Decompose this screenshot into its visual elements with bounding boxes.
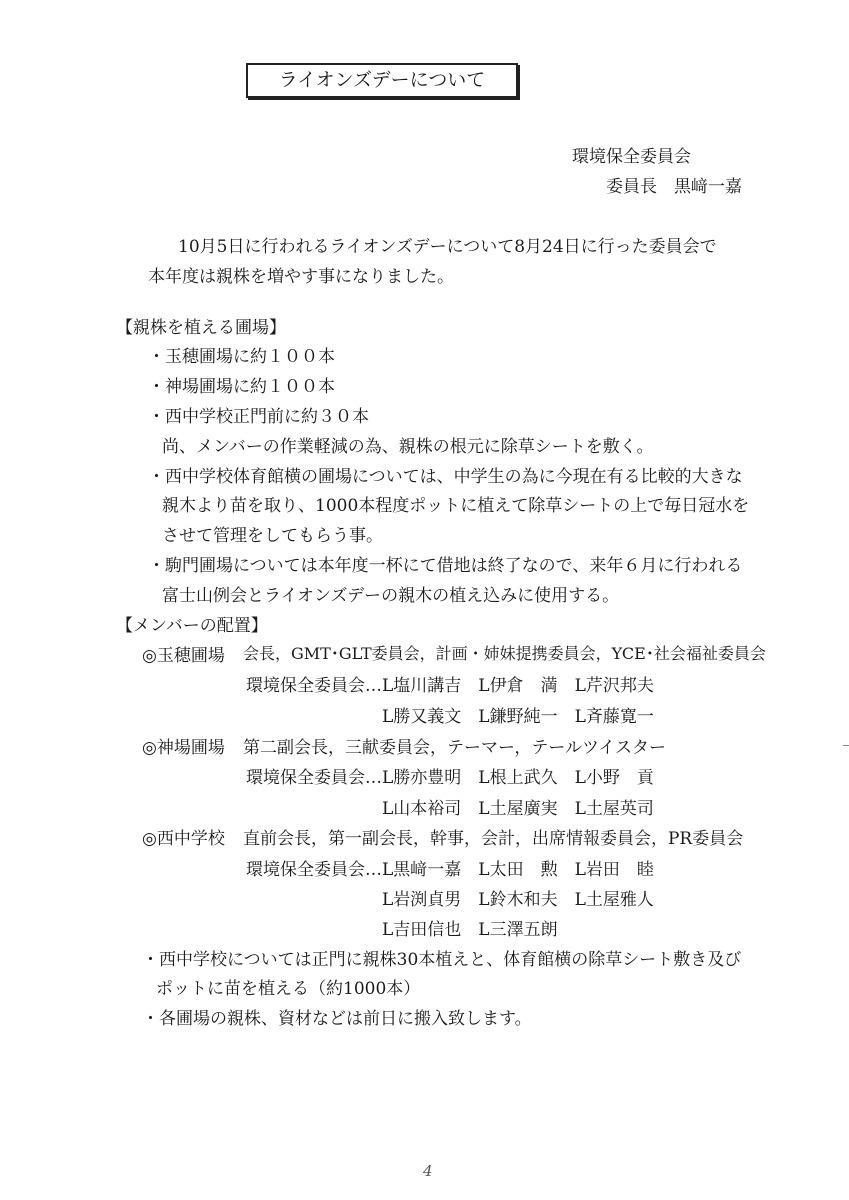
nishi-label: ◎西中学校 (142, 829, 225, 849)
jinba-members-1: 環境保全委員会…L勝亦豊明 L根上武久 L小野 貢 (246, 768, 654, 788)
note-line-3: ・各圃場の親株、資材などは前日に搬入致します。 (142, 1009, 532, 1029)
sender-committee: 環境保全委員会 (572, 147, 691, 167)
nishi-members-3: L吉田信也 L三澤五朗 (382, 920, 558, 940)
tamaho-roles: 会長，GMT･GLT委員会，計画・姉妹提携委員会，YCE･社会福祉委員会 (243, 644, 766, 663)
nishi-roles: 直前会長，第一副会長，幹事，会計，出席情報委員会，PR委員会 (243, 829, 744, 849)
tamaho-members-2: L勝又義文 L鎌野純一 L斉藤寛一 (382, 707, 654, 727)
intro-line-1: 10月5日に行われるライオンズデーについて8月24日に行った委員会で (178, 237, 717, 257)
section-heading-members: 【メンバーの配置】 (116, 616, 268, 636)
field-item-jinba: ・神場圃場に約１００本 (148, 377, 335, 397)
page-number: 4 (423, 1162, 433, 1180)
note-line-2: ポットに苗を植える（約1000本） (156, 979, 421, 999)
document-title: ライオンズデーについて (246, 63, 518, 98)
tamaho-members-1: 環境保全委員会…L塩川講吉 L伊倉 満 L芹沢邦夫 (246, 676, 654, 696)
jinba-label: ◎神場圃場 (142, 738, 225, 758)
scan-edge-mark (843, 745, 849, 746)
field-item-gym-3: させて管理をしてもらう事。 (162, 526, 383, 546)
jinba-members-2: L山本裕司 L土屋廣実 L土屋英司 (382, 799, 654, 819)
tamaho-label: ◎玉穂圃場 (142, 646, 225, 666)
field-item-gym-2: 親木より苗を取り、1000本程度ポットに植えて除草シートの上で毎日冠水を (162, 496, 750, 516)
field-item-komakado-1: ・駒門圃場については本年度一杯にて借地は終了なので、来年６月に行われる (148, 556, 743, 576)
section-heading-fields: 【親株を植える圃場】 (116, 318, 286, 338)
note-line-1: ・西中学校については正門に親株30本植えと、体育館横の除草シート敷き及び (142, 950, 742, 970)
nishi-members-1: 環境保全委員会…L黒﨑一嘉 L太田 勲 L岩田 睦 (246, 860, 654, 880)
intro-line-2: 本年度は親株を増やす事になりました。 (148, 267, 454, 287)
jinba-roles: 第二副会長，三献委員会，テーマー，テールツイスター (243, 738, 666, 758)
field-item-komakado-2: 富士山例会とライオンズデーの親木の植え込みに使用する。 (162, 586, 620, 606)
field-item-note: 尚、メンバーの作業軽減の為、親株の根元に除草シートを敷く。 (162, 437, 654, 457)
nishi-members-2: L岩渕貞男 L鈴木和夫 L土屋雅人 (382, 890, 654, 910)
field-item-gym-1: ・西中学校体育館横の圃場については、中学生の為に今現在有る比較的大きな (148, 467, 743, 487)
field-item-nishi-gate: ・西中学校正門前に約３０本 (148, 407, 369, 427)
sender-chair: 委員長 黒﨑一嘉 (606, 177, 742, 197)
field-item-tamaho: ・玉穂圃場に約１００本 (148, 347, 335, 367)
